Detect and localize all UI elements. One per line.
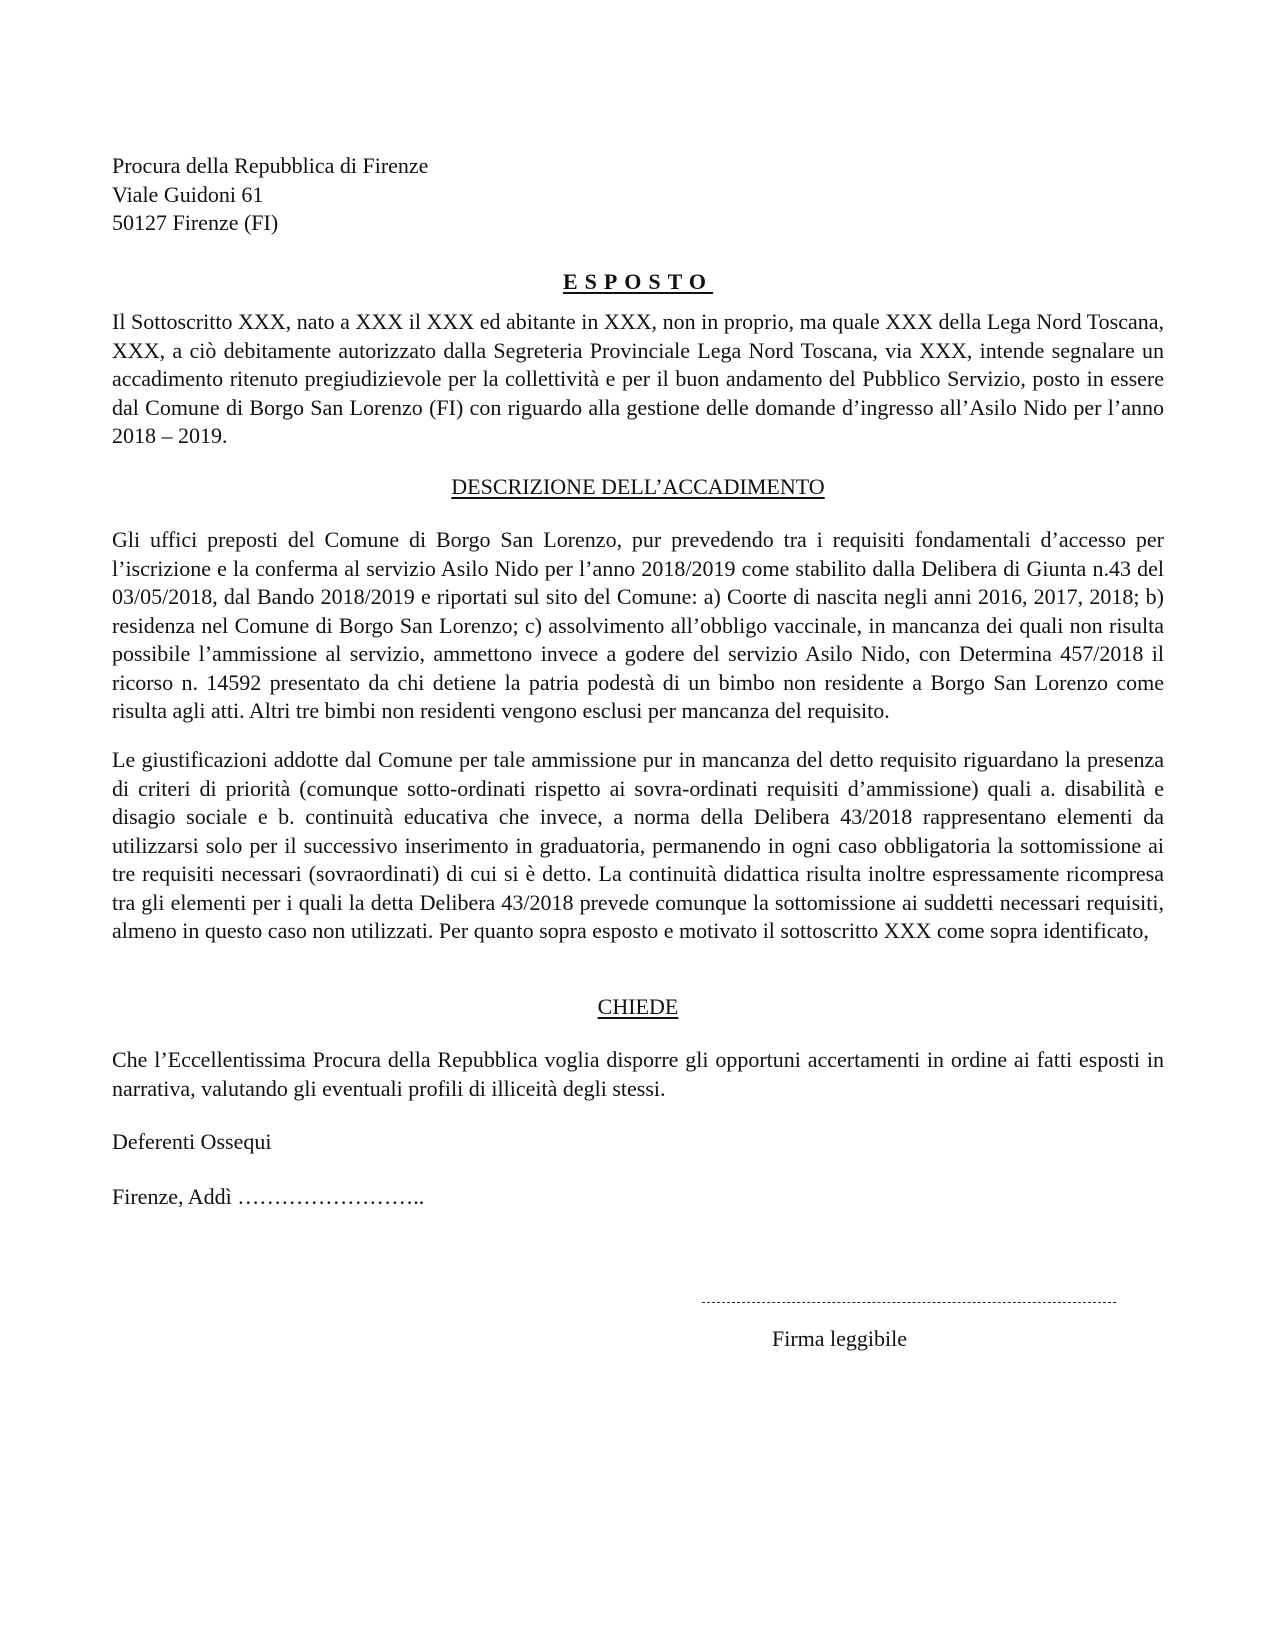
description-paragraph-2: Le giustificazioni addotte dal Comune per tale ammissione pur in mancanza del detto requisito riguardano la presenza di criteri di priorità (comunque sotto-ordinati rispetto ai sovra-ordinati requisiti d’ammissione) quali a. disabilità e disagio sociale e b. continuità educativa che invece, a norma della Delibera 43/2018 rappresentano elementi da utilizzarsi solo per il successivo inserimento in graduatoria, permanendo in ogni caso obbligatoria la sottomissione ai tre requisiti necessari (sovraordinati) di cui si è detto. La continuità didattica risulta inoltre espressamente ricompresa tra gli elementi per i quali la detta Delibera 43/2018 prevede comunque la sottomissione ai suddetti necessari requisiti, almeno in questo caso non utilizzati. Per quanto sopra esposto e motivato il sottoscritto XXX come sopra identificato,: [112, 747, 1164, 943]
section-heading-request: CHIEDE: [597, 994, 679, 1019]
closing-salutation: Deferenti Ossequi: [112, 1129, 272, 1154]
signature-label: Firma leggibile: [772, 1326, 908, 1351]
recipient-line-1: Procura della Repubblica di Firenze: [112, 153, 429, 178]
document-title: ESPOSTO: [562, 269, 714, 294]
recipient-line-3: 50127 Firenze (FI): [112, 210, 279, 235]
description-paragraph-1: Gli uffici preposti del Comune di Borgo San Lorenzo, pur prevedendo tra i requisiti fondamentali d’accesso per l’iscrizione e la conferma al servizio Asilo Nido per l’anno 2018/2019 come stabilito dalla Delibera di Giunta n.43 del 03/05/2018, dal Bando 2018/2019 e riportati sul sito del Comune: a) Coorte di nascita negli anni 2016, 2017, 2018; b) residenza nel Comune di Borgo San Lorenzo; c) assolvimento all’obbligo vaccinale, in mancanza dei quali non risulta possibile l’ammissione al servizio, ammettono invece a godere del servizio Asilo Nido, con Determina 457/2018 il ricorso n. 14592 presentato da chi detiene la patria podestà di un bimbo non residente a Borgo San Lorenzo come risulta agli atti. Altri tre bimbi non residenti vengono esclusi per mancanza del requisito.: [112, 527, 1164, 723]
recipient-line-2: Viale Guidoni 61: [112, 181, 264, 207]
section-heading-description: DESCRIZIONE DELL’ACCADIMENTO: [451, 474, 825, 499]
date-line: Firenze, Addì ……………………..: [112, 1184, 425, 1209]
document-page: [112, 0, 1164, 1650]
intro-paragraph: Il Sottoscritto XXX, nato a XXX il XXX ed abitante in XXX, non in proprio, ma quale XXX della Lega Nord Toscana, XXX, a ciò debitamente autorizzato dalla Segreteria Provinciale Lega Nord Toscana, via XXX, intende segnalare un accadimento ritenuto pregiudizievole per la collettività e per il buon andamento del Pubblico Servizio, posto in essere dal Comune di Borgo San Lorenzo (FI) con riguardo alla gestione delle domande d’ingresso all’Asilo Nido per l’anno 2018 – 2019.: [112, 309, 1164, 448]
signature-line: [702, 1302, 1116, 1303]
recipient-address: [112, 152, 428, 238]
request-paragraph: Che l’Eccellentissima Procura della Repubblica voglia disporre gli opportuni accertamenti in ordine ai fatti esposti in narrativa, valutando gli eventuali profili di illiceità degli stessi.: [112, 1047, 1164, 1101]
